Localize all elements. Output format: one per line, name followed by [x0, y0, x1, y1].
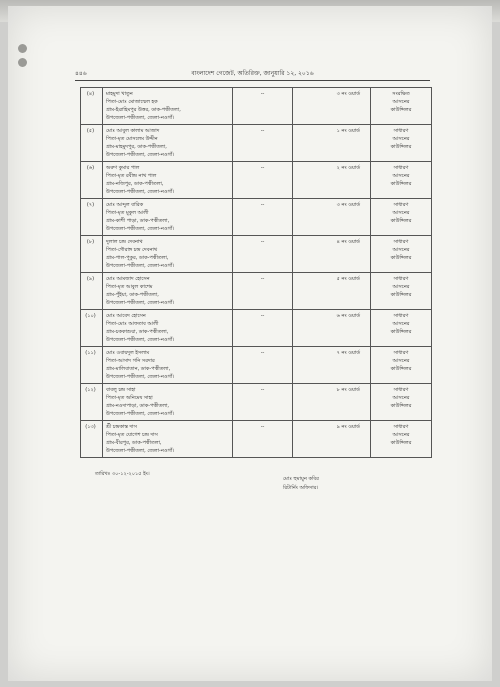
- candidate-cell: [103, 162, 233, 199]
- seat-type-line: আসনের: [392, 358, 410, 364]
- candidate-line: মোঃ আব্দুল বারিক: [106, 202, 144, 208]
- candidate-cell: [103, 421, 233, 458]
- candidate-line: গ্রাম-ইব্রাহিমপুর উত্তর, ডাক-পত্নীতলা,: [106, 107, 181, 113]
- seat-type-line: সাধারণ: [393, 424, 409, 430]
- serial-cell: (১১): [81, 347, 103, 384]
- seat-type-cell: [371, 421, 432, 458]
- officer-name: মোঃ হুমায়ুন কবির: [283, 476, 319, 482]
- candidate-line: পিতা-আসাদ গনি সরদার: [106, 358, 155, 364]
- seat-type-line: আসনের: [392, 173, 410, 179]
- blank-cell: --: [233, 384, 293, 421]
- candidate-line: গ্রাম-বীরপুর, ডাক-পত্নীতলা,: [106, 440, 162, 446]
- seat-type-line: আসনের: [392, 136, 410, 142]
- punch-hole: [18, 58, 27, 67]
- seat-type-cell: [371, 199, 432, 236]
- candidate-line: বাবলু চন্দ্র সাহা: [106, 387, 136, 393]
- seat-type-line: কাউন্সিলর: [390, 255, 412, 261]
- seat-type-line: সাধারণ: [393, 387, 409, 393]
- candidate-cell: [103, 236, 233, 273]
- ward-cell: ৫ নং ওয়ার্ড: [293, 273, 371, 310]
- serial-cell: (৪): [81, 88, 103, 125]
- seat-type-line: কাউন্সিলর: [390, 440, 412, 446]
- blank-cell: --: [233, 88, 293, 125]
- candidate-line: গ্রাম-চককাশুয়া, ডাক-পত্নীতলা,: [106, 329, 169, 335]
- seat-type-line: আসনের: [392, 321, 410, 327]
- blank-cell: --: [233, 162, 293, 199]
- seat-type-line: সংরক্ষিত: [392, 91, 410, 97]
- blank-cell: --: [233, 199, 293, 236]
- candidate-line: শ্রী চন্দ্রকান্ত দাস: [106, 424, 137, 430]
- candidate-cell: [103, 125, 233, 162]
- table-row: [81, 125, 432, 162]
- serial-cell: (৯): [81, 273, 103, 310]
- seat-type-line: সাধারণ: [393, 313, 409, 319]
- page-number: ৪৪৬: [75, 70, 87, 77]
- candidate-line: গ্রাম-কাশী পাড়া, ডাক-পত্নীতলা,: [106, 218, 170, 224]
- ward-cell: ৩ নং ওয়ার্ড: [293, 199, 371, 236]
- seat-type-cell: [371, 162, 432, 199]
- seat-type-line: কাউন্সিলর: [390, 181, 412, 187]
- candidate-line: গ্রাম-নওদাপাড়া, ডাক-পত্নীতলা,: [106, 403, 169, 409]
- candidate-line: মোঃ আমজাদ হোসেন: [106, 276, 150, 282]
- candidate-line: পিতা-মোঃ আফতাব আলী: [106, 321, 159, 327]
- page-header: [75, 66, 430, 81]
- gazette-title: বাংলাদেশ গেজেট, অতিরিক্ত, জানুয়ারি ১২, ২০১৬: [191, 70, 314, 77]
- councillor-table: [80, 87, 432, 458]
- candidate-line: উপজেলা-পত্নীতলা, জেলা-নওগাঁ।: [106, 374, 175, 380]
- candidate-line: গ্রাম-মাহমুদপুর, ডাক-পত্নীতলা,: [106, 144, 167, 150]
- ward-cell: ২ নং ওয়ার্ড: [293, 162, 371, 199]
- candidate-line: উপজেলা-পত্নীতলা, জেলা-নওগাঁ।: [106, 115, 175, 121]
- seat-type-cell: [371, 384, 432, 421]
- candidate-line: উপজেলা-পত্নীতলা, জেলা-নওগাঁ।: [106, 337, 175, 343]
- ward-cell: ৭ নং ওয়ার্ড: [293, 347, 371, 384]
- seat-type-line: কাউন্সিলর: [390, 403, 412, 409]
- punch-hole: [18, 44, 27, 53]
- candidate-line: উপজেলা-পত্নীতলা, জেলা-নওগাঁ।: [106, 263, 175, 269]
- candidate-line: মোঃ আবেদ হোসেন: [106, 313, 146, 319]
- candidate-cell: [103, 273, 233, 310]
- serial-cell: (১২): [81, 384, 103, 421]
- table-row: [81, 310, 432, 347]
- blank-cell: --: [233, 125, 293, 162]
- blank-cell: --: [233, 310, 293, 347]
- ward-cell: ৯ নং ওয়ার্ড: [293, 421, 371, 458]
- ward-cell: ৬ নং ওয়ার্ড: [293, 310, 371, 347]
- blank-cell: --: [233, 236, 293, 273]
- seat-type-line: কাউন্সিলর: [390, 144, 412, 150]
- candidate-line: পিতা-মৃত অনিমেষ সাহা: [106, 395, 153, 401]
- signature-block: [283, 475, 319, 493]
- seat-type-line: আসনের: [392, 284, 410, 290]
- table-row: [81, 347, 432, 384]
- table-row: [81, 384, 432, 421]
- blank-cell: --: [233, 347, 293, 384]
- candidate-line: অরুণ কুমার পাল: [106, 165, 140, 171]
- candidate-line: মোঃ আবুল কালাম আজাদ: [106, 128, 160, 134]
- seat-type-line: কাউন্সিলর: [390, 366, 412, 372]
- candidate-line: মোঃ ওবায়দুল ইসলাম: [106, 350, 150, 356]
- seat-type-line: আসনের: [392, 432, 410, 438]
- table-row: [81, 162, 432, 199]
- candidate-cell: [103, 88, 233, 125]
- table-row: [81, 199, 432, 236]
- serial-cell: (১০): [81, 310, 103, 347]
- seat-type-cell: [371, 88, 432, 125]
- candidate-line: উপজেলা-পত্নীতলা, জেলা-নওগাঁ।: [106, 152, 175, 158]
- seat-type-line: কাউন্সিলর: [390, 292, 412, 298]
- table-row: [81, 236, 432, 273]
- serial-cell: (১৩): [81, 421, 103, 458]
- candidate-line: মাহমুদা খাতুন: [106, 91, 133, 97]
- table-row: [81, 421, 432, 458]
- ward-cell: ১ নং ওয়ার্ড: [293, 125, 371, 162]
- candidate-line: পিতা-মোঃ মোজাম্মেল হক: [106, 99, 158, 105]
- seat-type-line: সাধারণ: [393, 202, 409, 208]
- candidate-line: উপজেলা-পত্নীতলা, জেলা-নওগাঁ।: [106, 189, 175, 195]
- table-row: [81, 273, 432, 310]
- seat-type-line: আসনের: [392, 210, 410, 216]
- candidate-line: গ্রাম-পুঁইয়া, ডাক-পত্নীতলা,: [106, 292, 159, 298]
- candidate-line: দুলাল চন্দ্র দেবনাথ: [106, 239, 143, 245]
- blank-cell: --: [233, 421, 293, 458]
- serial-cell: (৬): [81, 162, 103, 199]
- blank-cell: --: [233, 273, 293, 310]
- candidate-line: পিতা-গৌরাঙ্গ চন্দ্র দেবনাথ: [106, 247, 158, 253]
- candidate-cell: [103, 310, 233, 347]
- seat-type-cell: [371, 236, 432, 273]
- candidate-line: গ্রাম-নজিপুর, ডাক-পত্নীতলা,: [106, 181, 164, 187]
- candidate-cell: [103, 347, 233, 384]
- seat-type-line: কাউন্সিলর: [390, 329, 412, 335]
- seat-type-line: আসনের: [392, 99, 410, 105]
- ward-cell: ৪ নং ওয়ার্ড: [293, 236, 371, 273]
- candidate-line: উপজেলা-পত্নীতলা, জেলা-নওগাঁ।: [106, 226, 175, 232]
- notice-date: তারিখঃ ৩০-১২-২০১৫ ইং।: [95, 471, 150, 477]
- seat-type-cell: [371, 347, 432, 384]
- seat-type-line: সাধারণ: [393, 276, 409, 282]
- seat-type-line: সাধারণ: [393, 350, 409, 356]
- seat-type-line: আসনের: [392, 247, 410, 253]
- serial-cell: (৫): [81, 125, 103, 162]
- seat-type-line: সাধারণ: [393, 165, 409, 171]
- serial-cell: (৭): [81, 199, 103, 236]
- table-row: [81, 88, 432, 125]
- candidate-line: পিতা-মৃত রবীন্দ্র নাথ পাল: [106, 173, 157, 179]
- candidate-line: পিতা-মৃত আবুল কাশেম: [106, 284, 153, 290]
- seat-type-cell: [371, 273, 432, 310]
- candidate-line: গ্রাম-পাল-পুকুর, ডাক-পত্নীতলা,: [106, 255, 169, 261]
- seat-type-line: কাউন্সিলর: [390, 107, 412, 113]
- candidate-line: পিতা-মৃত মুকুল আলী: [106, 210, 149, 216]
- candidate-line: উপজেলা-পত্নীতলা, জেলা-নওগাঁ।: [106, 448, 175, 454]
- candidate-line: উপজেলা-পত্নীতলা, জেলা-নওগাঁ।: [106, 411, 175, 417]
- ward-cell: ৮ নং ওয়ার্ড: [293, 384, 371, 421]
- officer-title: রিটার্নিং অফিসার।: [283, 485, 319, 491]
- seat-type-line: আসনের: [392, 395, 410, 401]
- candidate-line: পিতা-মৃত মোসলেম উদ্দীন: [106, 136, 158, 142]
- seat-type-cell: [371, 125, 432, 162]
- candidate-line: গ্রাম-মালিবাতান, ডাক-পত্নীতলা,: [106, 366, 171, 372]
- candidate-line: উপজেলা-পত্নীতলা, জেলা-নওগাঁ।: [106, 300, 175, 306]
- seat-type-line: সাধারণ: [393, 128, 409, 134]
- seat-type-line: সাধারণ: [393, 239, 409, 245]
- seat-type-cell: [371, 310, 432, 347]
- candidate-line: পিতা-মৃত যোগেশ চন্দ্র দাস: [106, 432, 158, 438]
- seat-type-line: কাউন্সিলর: [390, 218, 412, 224]
- serial-cell: (৮): [81, 236, 103, 273]
- candidate-cell: [103, 384, 233, 421]
- ward-cell: ৩ নং ওয়ার্ড: [293, 88, 371, 125]
- candidate-cell: [103, 199, 233, 236]
